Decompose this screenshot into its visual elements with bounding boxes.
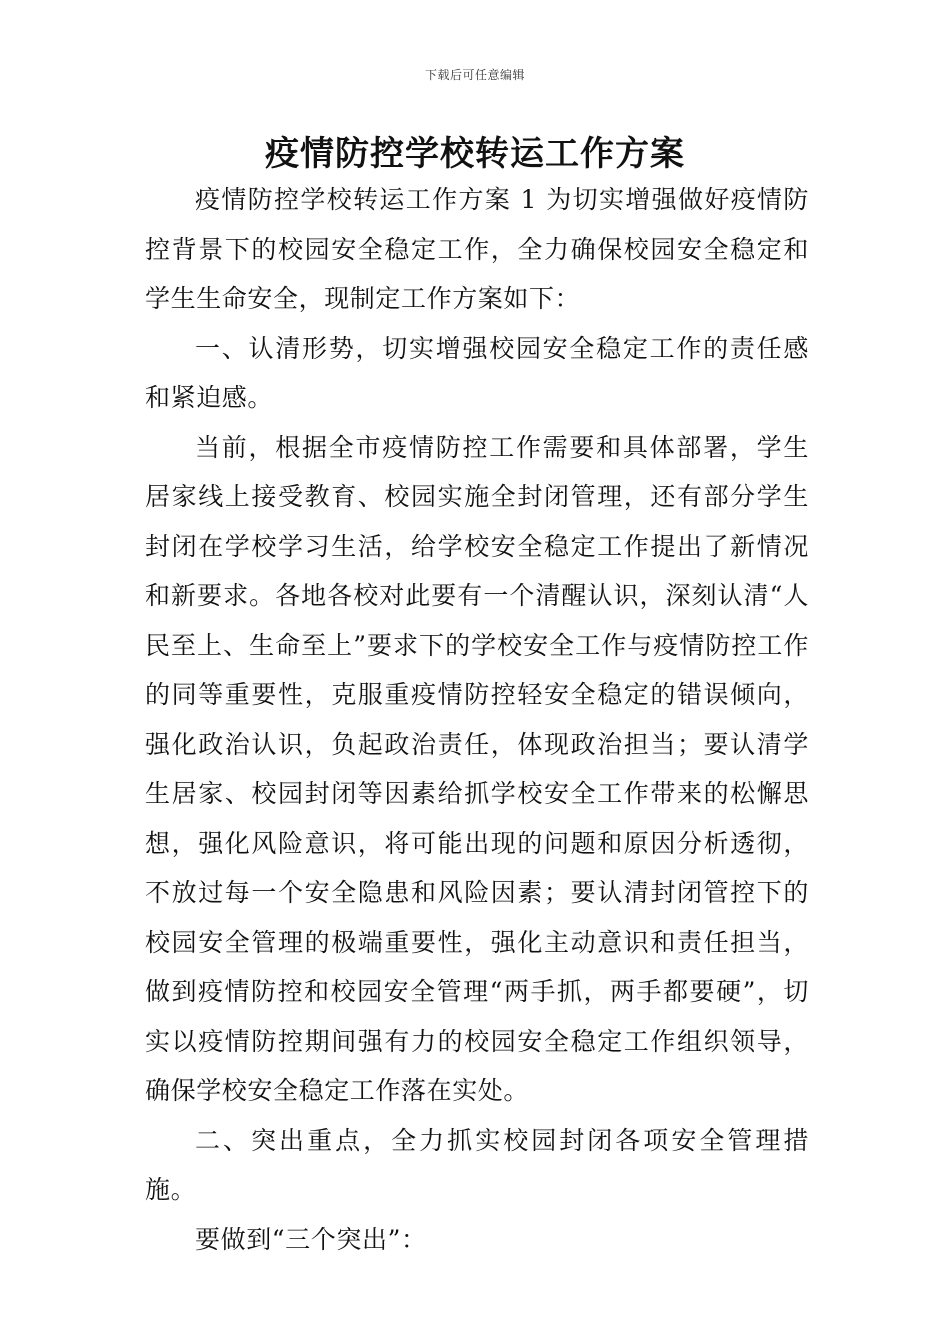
paragraph-intro: 疫情防控学校转运工作方案 1 为切实增强做好疫情防控背景下的校园安全稳定工作，全力确保校园安全稳定和学生生命安全，现制定工作方案如下： [145,185,809,313]
page-header-note: 下载后可任意编辑 [424,68,525,82]
document-title: 疫情防控学校转运工作方案 [265,134,685,174]
paragraph-section-1-body: 当前，根据全市疫情防控工作需要和具体部署，学生居家线上接受教育、校园实施全封闭管理，还有部分学生封闭在学校学习生活，给学校安全稳定工作提出了新情况和新要求。各地各校对此要有一个清醒认识，深刻认清“人民至上、生命至上”要求下的学校安全工作与疫情防控工作的同等重要性，克服重疫情防控轻安全稳定的错误倾向，强化政治认识，负起政治责任，体现政治担当；要认清学生居家、校园封闭等因素给抓学校安全工作带来的松懈思想，强化风险意识，将可能出现的问题和原因分析透彻，不放过每一个安全隐患和风险因素；要认清封闭管控下的校园安全管理的极端重要性，强化主动意识和责任担当，做到疫情防控和校园安全管理“两手抓，两手都要硬”，切实以疫情防控期间强有力的校园安全稳定工作组织领导，确保学校安全稳定工作落在实处。 [145,432,809,1105]
paragraph-section-2-heading: 二、突出重点，全力抓实校园封闭各项安全管理措施。 [145,1125,809,1204]
document-body [145,175,809,1264]
paragraph-section-1-heading: 一、认清形势，切实增强校园安全稳定工作的责任感和紧迫感。 [145,333,809,412]
paragraph-three-highlights: 要做到“三个突出”： [195,1224,427,1254]
